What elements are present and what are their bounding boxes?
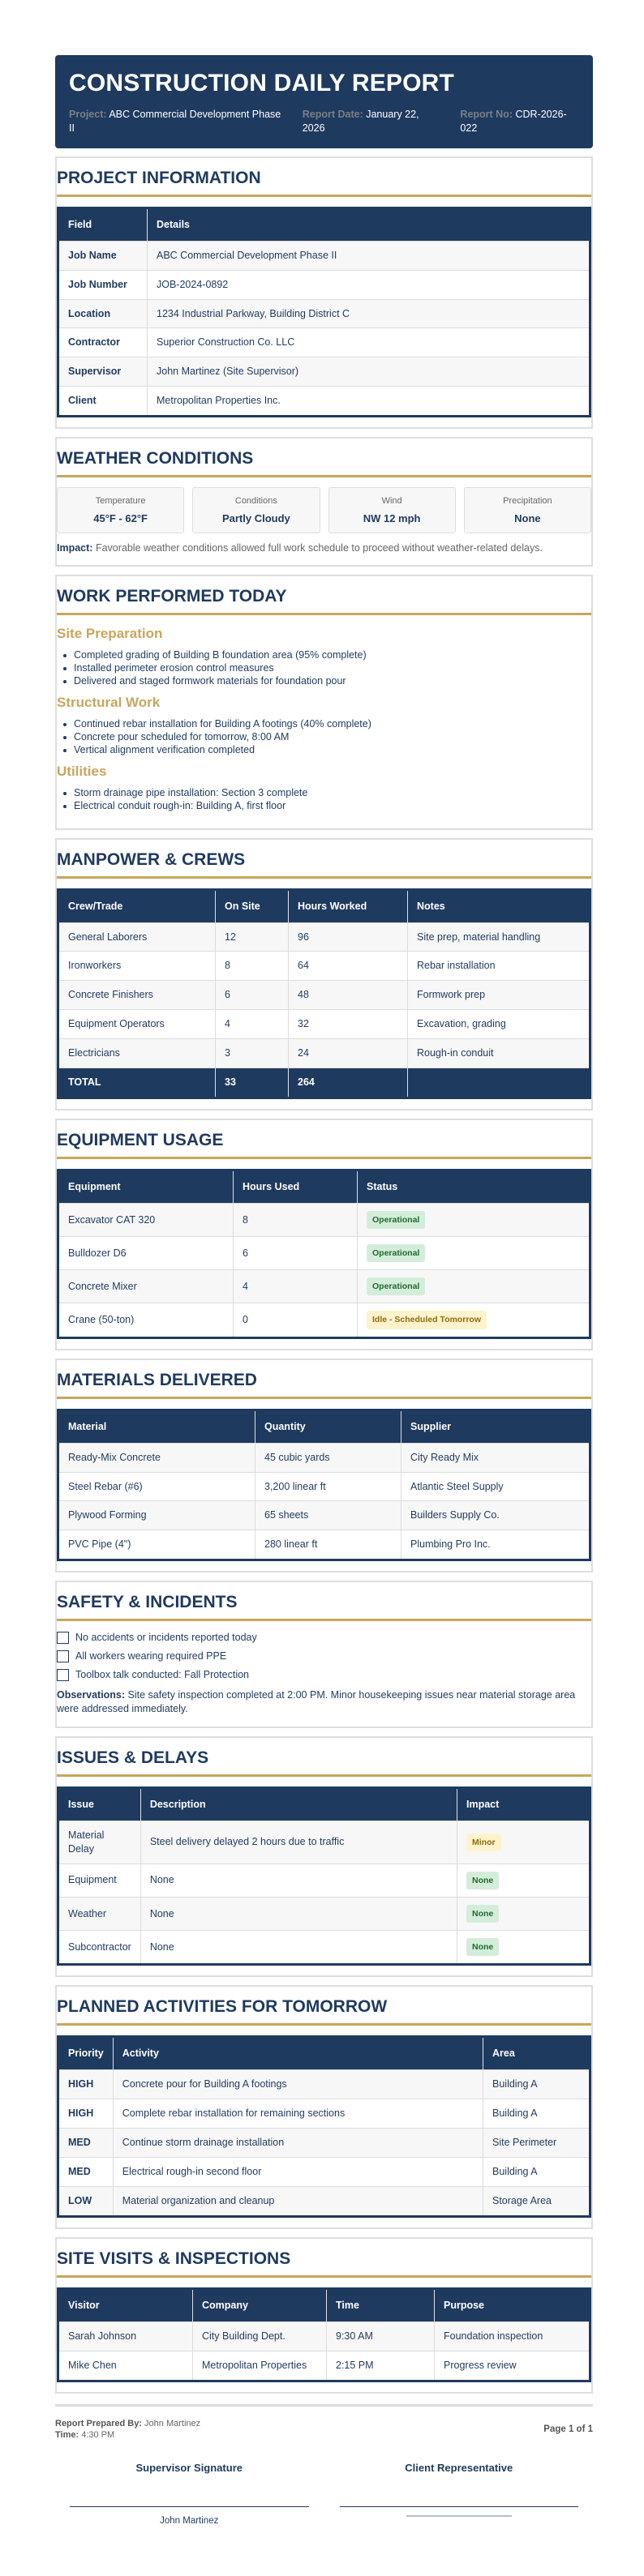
client-signature: Client Representative [340, 2461, 579, 2527]
section-title: WORK PERFORMED TODAY [57, 576, 591, 615]
table-row: Weather None None [58, 1897, 590, 1930]
table-row: LOW Material organization and cleanup Storage Area [58, 2186, 590, 2216]
table-row: General Laborers 12 96 Site prep, material handling [58, 922, 590, 952]
col-header: Quantity [255, 1410, 401, 1443]
weather-impact: Impact: Favorable weather conditions allowed full work schedule to proceed without weather-related delays. [57, 541, 543, 554]
work-list [57, 786, 591, 812]
col-header: Issue [58, 1788, 141, 1821]
weather-cards [57, 487, 591, 533]
col-header: Notes [408, 889, 590, 922]
materials-table [57, 1409, 591, 1561]
work-performed-section [55, 575, 593, 830]
col-header: Time [327, 2288, 435, 2321]
table-row: Job Name ABC Commercial Development Phase II [58, 241, 590, 270]
table-row: Concrete Mixer 4 Operational [58, 1270, 590, 1303]
materials-section [55, 1359, 593, 1573]
section-title: WEATHER CONDITIONS [57, 439, 591, 477]
table-row: Location 1234 Industrial Parkway, Building District C [58, 299, 590, 328]
table-row: Equipment Operators 4 32 Excavation, grading [58, 1010, 590, 1039]
table-row: Steel Rebar (#6) 3,200 linear ft Atlantic Steel Supply [58, 1472, 590, 1501]
table-row: Contractor Superior Construction Co. LLC [58, 328, 590, 357]
page-number: Page 1 of 1 [543, 2424, 593, 2434]
table-row: Mike Chen Metropolitan Properties 2:15 PM Progress review [58, 2351, 590, 2381]
weather-section [55, 437, 593, 566]
status-badge: Operational [367, 1244, 425, 1262]
work-list [57, 717, 591, 756]
meta-project: Project: ABC Commercial Development Phase II [69, 109, 281, 134]
col-header: Purpose [435, 2288, 590, 2321]
manpower-section [55, 838, 593, 1110]
list-item: Completed grading of Building B foundation area (95% complete) [57, 648, 591, 661]
checkbox[interactable] [57, 1650, 69, 1662]
status-badge: Idle - Scheduled Tomorrow [367, 1311, 487, 1329]
signature-block [55, 2461, 593, 2527]
checkbox[interactable] [57, 1669, 69, 1681]
col-header: Impact [457, 1788, 590, 1821]
col-header: Status [358, 1170, 590, 1204]
work-group-heading: Utilities [57, 763, 107, 779]
section-title: SITE VISITS & INSPECTIONS [57, 2239, 591, 2278]
table-row: Equipment None None [58, 1864, 590, 1897]
impact-badge: None [466, 1938, 499, 1956]
col-header: Supplier [401, 1410, 590, 1443]
equipment-section [55, 1119, 593, 1350]
section-title: ISSUES & DELAYS [57, 1738, 591, 1777]
section-title: PROJECT INFORMATION [57, 158, 591, 197]
table-row: Subcontractor None None [58, 1931, 590, 1965]
work-list [57, 648, 591, 687]
list-item: Storm drainage pipe installation: Section 3 complete [57, 786, 591, 799]
section-title: MATERIALS DELIVERED [57, 1360, 591, 1399]
col-header: Hours Used [234, 1170, 358, 1204]
prepared-time: 4:30 PM [81, 2430, 115, 2441]
table-row: Job Number JOB-2024-0892 [58, 270, 590, 299]
table-row: Electricians 3 24 Rough-in conduit [58, 1039, 590, 1068]
total-row: TOTAL 33 264 [58, 1068, 590, 1098]
table-row: Crane (50-ton) 0 Idle - Scheduled Tomorrow [58, 1303, 590, 1337]
impact-badge: Minor [466, 1834, 501, 1851]
list-item: Concrete pour scheduled for tomorrow, 8:00 AM [57, 730, 591, 743]
weather-card-wind: Wind NW 12 mph [328, 487, 456, 533]
name-placeholder [406, 2515, 512, 2517]
table-row: Ironworkers 8 64 Rebar installation [58, 952, 590, 981]
col-header: Activity [113, 2037, 483, 2070]
col-header: Priority [58, 2037, 114, 2070]
table-row: Plywood Forming 65 sheets Builders Supply Co. [58, 1501, 590, 1530]
weather-card-conditions: Conditions Partly Cloudy [192, 487, 320, 533]
signature-line[interactable] [340, 2506, 579, 2507]
col-header: Visitor [58, 2288, 193, 2321]
report-meta [69, 108, 579, 135]
report-title: CONSTRUCTION DAILY REPORT [69, 70, 455, 96]
prepared-by: John Martinez [144, 2418, 201, 2428]
issues-section [55, 1736, 593, 1977]
list-item: Vertical alignment verification completed [57, 743, 591, 756]
equipment-table [57, 1169, 591, 1339]
safety-section [55, 1581, 593, 1728]
safety-check-ppe[interactable]: All workers wearing required PPE [57, 1650, 591, 1663]
section-title: PLANNED ACTIVITIES FOR TOMORROW [57, 1987, 591, 2026]
col-header: Crew/Trade [58, 889, 216, 922]
site-visits-section [55, 2237, 593, 2394]
table-row: Material Delay Steel delivery delayed 2 hours due to traffic Minor [58, 1821, 590, 1864]
work-group-heading: Site Preparation [57, 625, 163, 641]
manpower-table [57, 888, 591, 1099]
status-badge: Operational [367, 1277, 425, 1295]
project-information-section [55, 156, 593, 429]
planned-activities-section [55, 1985, 593, 2228]
section-title: SAFETY & INCIDENTS [57, 1582, 591, 1621]
weather-card-precipitation: Precipitation None [464, 487, 591, 533]
col-header: Material [58, 1410, 255, 1443]
section-title: MANPOWER & CREWS [57, 840, 591, 879]
checkbox[interactable] [57, 1632, 69, 1644]
list-item: Installed perimeter erosion control measures [57, 661, 591, 674]
col-header: Company [193, 2288, 327, 2321]
meta-date: Report Date: January 22, 2026 [302, 109, 419, 134]
report-footer [55, 2404, 593, 2442]
table-row: Client Metropolitan Properties Inc. [58, 387, 590, 417]
safety-check-toolbox-talk[interactable]: Toolbox talk conducted: Fall Protection [57, 1668, 591, 1682]
col-header: Description [140, 1788, 457, 1821]
impact-badge: None [466, 1905, 499, 1923]
meta-number: Report No: CDR-2026-022 [460, 109, 567, 134]
table-row: Supervisor John Martinez (Site Supervisor) [58, 357, 590, 387]
prepared-info: Report Prepared By: John Martinez Time: 4:30 PM [55, 2418, 201, 2441]
report-header [55, 55, 593, 148]
work-group-heading: Structural Work [57, 694, 161, 710]
table-row: Excavator CAT 320 8 Operational [58, 1203, 590, 1236]
table-row: MED Continue storm drainage installation Site Perimeter [58, 2129, 590, 2158]
col-header: On Site [216, 889, 289, 922]
project-info-table [57, 207, 591, 417]
table-row: MED Electrical rough-in second floor Building A [58, 2157, 590, 2186]
status-badge: Operational [367, 1211, 425, 1229]
table-row: HIGH Concrete pour for Building A footings Building A [58, 2070, 590, 2099]
table-row: PVC Pipe (4") 280 linear ft Plumbing Pro Inc. [58, 1530, 590, 1560]
issues-table [57, 1787, 591, 1966]
col-header: Field [58, 208, 148, 241]
col-header: Hours Worked [289, 889, 408, 922]
weather-card-temperature: Temperature 45°F - 62°F [57, 487, 184, 533]
table-row: HIGH Complete rebar installation for remaining sections Building A [58, 2099, 590, 2129]
supervisor-signature: Supervisor Signature John Martinez [70, 2461, 309, 2527]
impact-badge: None [466, 1872, 499, 1889]
col-header: Equipment [58, 1170, 234, 1204]
table-row: Sarah Johnson City Building Dept. 9:30 AM Foundation inspection [58, 2321, 590, 2351]
table-row: Ready-Mix Concrete 45 cubic yards City Ready Mix [58, 1443, 590, 1472]
col-header: Details [148, 208, 590, 241]
planned-table [57, 2035, 591, 2217]
col-header: Area [483, 2037, 590, 2070]
signature-line[interactable] [70, 2506, 309, 2507]
list-item: Delivered and staged formwork materials for foundation pour [57, 674, 591, 687]
safety-observations: Observations: Site safety inspection completed at 2:00 PM. Minor housekeeping issues near material storage area were addressed immediately. [57, 1688, 576, 1715]
section-title: EQUIPMENT USAGE [57, 1120, 591, 1159]
list-item: Electrical conduit rough-in: Building A, first floor [57, 799, 591, 812]
visits-table [57, 2287, 591, 2382]
table-row: Bulldozer D6 6 Operational [58, 1237, 590, 1270]
table-row: Concrete Finishers 6 48 Formwork prep [58, 981, 590, 1010]
safety-check-no-incidents[interactable]: No accidents or incidents reported today [57, 1631, 591, 1645]
list-item: Continued rebar installation for Building A footings (40% complete) [57, 717, 591, 730]
